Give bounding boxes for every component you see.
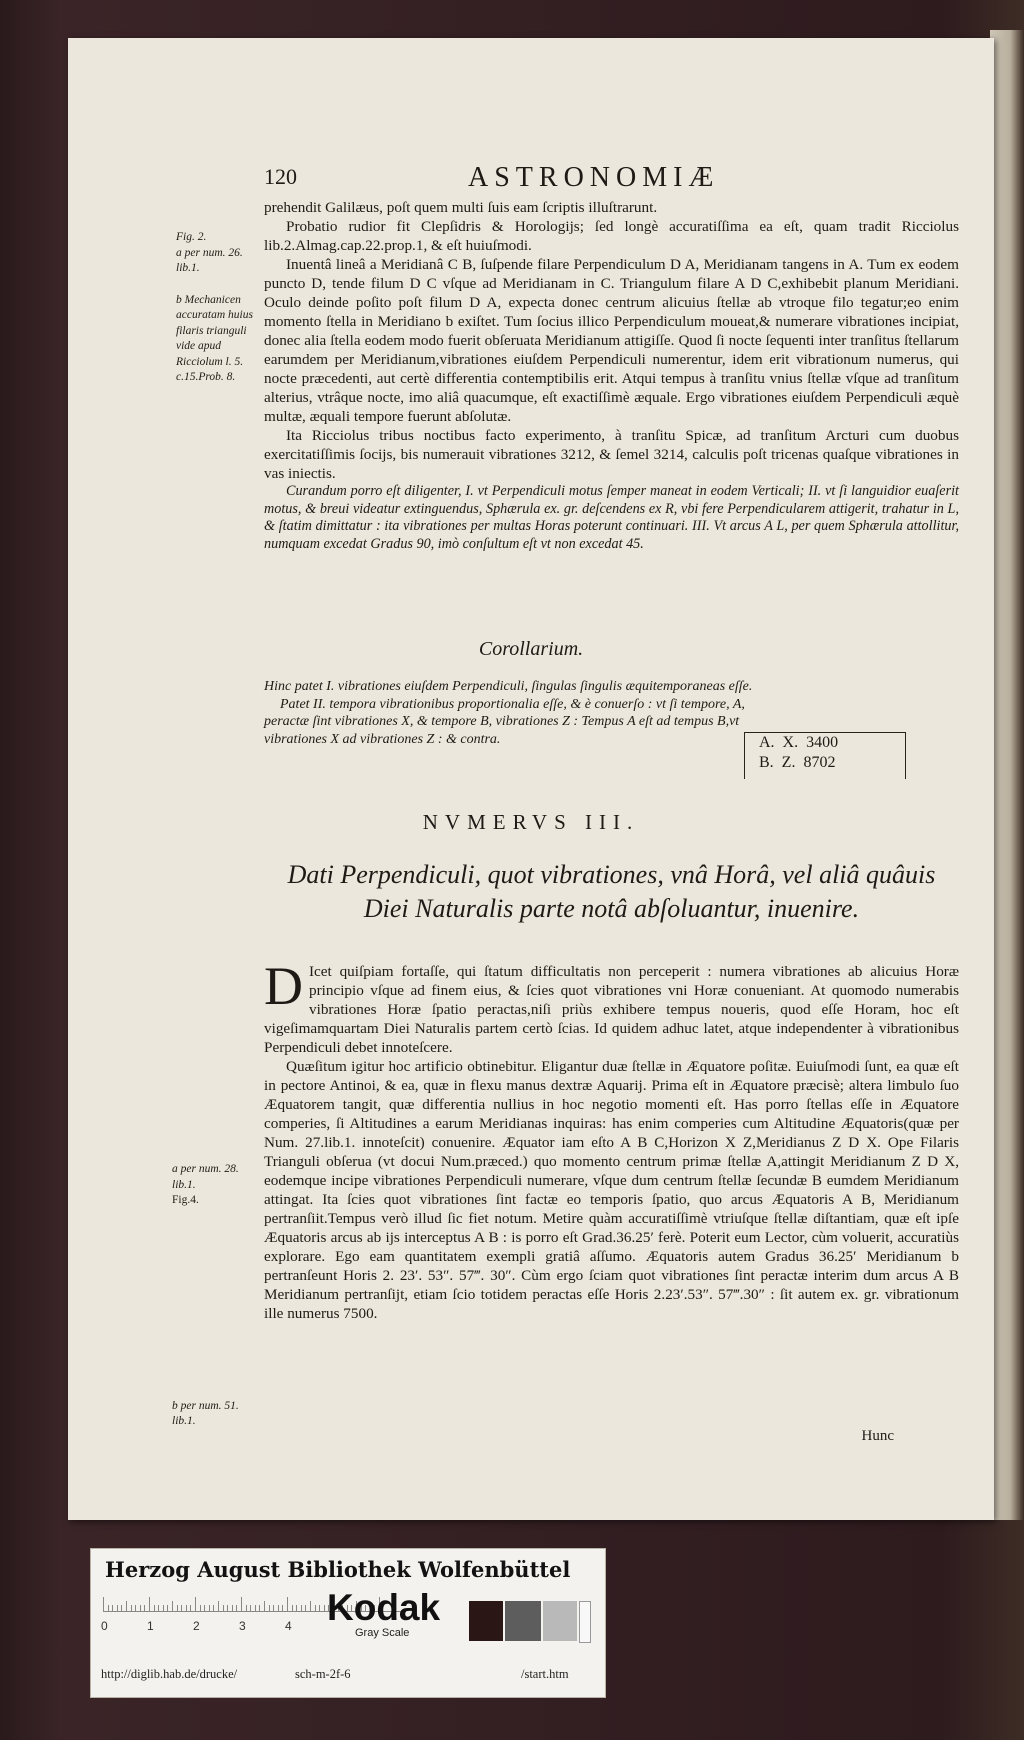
corollary-text: [264, 678, 784, 748]
paragraph: prehendit Galilæus, poſt quem multi ſuis eam ſcriptis illuſtrarunt.: [264, 199, 658, 216]
ruler-tick: [190, 1605, 191, 1611]
proportion-row: A. X. 3400: [759, 734, 839, 751]
ruler-tick: [250, 1605, 251, 1611]
paragraph-text: Icet quiſpiam fortaſſe, qui ſtatum difficultatis non perceperit : numera vibrationes ab alicuius Horæ principio vſque ad finem eius, & ſcies quot vibrationes vni Horæ conueniant. At quomodo numerabis vibrationes Horæ ſpatio peractas,niſi priùs exhibere tempus noueris, quod eſſe Horam, hoc eſt vigeſimamquartam Diei Naturalis partem certò ſcias. Id quidem adhuc latet, atque independenter à vibrationibus Perpendiculi debet innoteſcere.: [264, 963, 959, 1056]
gray-swatch: [505, 1601, 541, 1641]
margin-notes-top: [176, 230, 254, 386]
problem-title: Dati Perpendiculi, quot vibrationes, vnâ Horâ, vel aliâ quâuis Diei Naturalis parte notâ abſoluantur, inuenire.: [287, 860, 936, 923]
ruler-tick: [269, 1605, 270, 1611]
paragraph: Inuentâ lineâ a Meridianâ C B, ſuſpende filare Perpendiculum D A, Meridianam tangens in A. Tum ex eodem puncto D, tende filum D C vſque ad Meridianam in C. Triangulum filare A D C,exhibebit planum Meridiani. Oculo deinde poſito poſt filum D A, expecta donec centrum alicuius ſtellæ ab vtroque filo tegatur;eo enim momento ſtella in Meridiano b exiſtet. Tum ſocius illico Perpendiculum moueat,& numerare vibrationes incipiat, donec alia ſtella eodem modo fuerit obſeruata Meridianum attigiſſe. Quod ſi nocte ſequenti inter tranſitus ſtellarum earumdem per Meridianum,vibrationes eiuſdem Perpendiculi numerentur, idem erit vibrationum numerus, qui nocte præcedenti, aut certè differentia contemptibilis erit. Atqui tempus à tranſitu vnius ſtellæ vſque ad tranſitum alterius, vtrâque nocte, imo aliâ quacumque, eſt exactiſſimè æquale. Ergo vibrationes eiuſdem Perpendiculi æquè multæ, æquali tempore fuerunt abſolutæ.: [264, 256, 959, 425]
ruler-tick: [246, 1605, 247, 1611]
ruler-tick: [112, 1605, 113, 1611]
ruler-tick: [315, 1605, 316, 1611]
ruler-tick: [135, 1605, 136, 1611]
ruler-label: 2: [193, 1619, 200, 1633]
ruler-tick: [149, 1597, 150, 1611]
margin-note: Fig.4.: [172, 1194, 199, 1206]
paragraph: Ita Ricciolus tribus noctibus facto experimento, à tranſitu Spicæ, ad tranſitum Arcturi cum duobus exercitatiſſimis ſocijs, bis numerauit vibrationes 3212, & ſemel 3214, calculis poſt tricenas quaſque vibrationes in vas iniectis.: [264, 427, 959, 482]
ruler-tick: [154, 1605, 155, 1611]
ruler-tick: [103, 1597, 104, 1611]
margin-note: a per num. 28. lib.1.: [172, 1163, 239, 1191]
body-text: [264, 956, 959, 1323]
ruler-tick: [287, 1597, 288, 1611]
ruler-tick: [232, 1605, 233, 1611]
page-edge: [990, 30, 1024, 1520]
ruler-tick: [259, 1605, 260, 1611]
ruler-tick: [324, 1605, 325, 1611]
paragraph: Curandum porro eſt diligenter, I. vt Perpendiculi motus ſemper maneat in eodem Verticali; II. vt ſi languidior euaſerit motus, & breui videatur extinguendus, Sphærula ex. gr. deſcendens ex R, vbi fere Perpendicularem attigerit, trahatur in L, & ſtatim dimittatur : ita vibrationes per multas Horas poterunt continuari. III. Vt arcus A L, per quem Sphærula attollitur, numquam excedat Gradus 90, imò conſultum eſt vt non excedat 45.: [264, 483, 959, 552]
ruler-tick: [209, 1605, 210, 1611]
margin-notes-bottom: [172, 1162, 250, 1430]
paragraph: [264, 956, 959, 1057]
ruler-tick: [186, 1605, 187, 1611]
section-heading: NVMERVS III.: [422, 810, 640, 834]
running-title: ASTRONOMIÆ: [468, 162, 720, 193]
ruler-tick: [296, 1605, 297, 1611]
ruler-label: 0: [101, 1619, 108, 1633]
margin-note: b per num. 51. lib.1.: [172, 1399, 239, 1427]
ruler-tick: [144, 1605, 145, 1611]
top-text: [264, 198, 959, 553]
gray-scale-label: Gray Scale: [355, 1627, 410, 1639]
ruler-tick: [310, 1601, 311, 1611]
ruler-tick: [236, 1605, 237, 1611]
page-number: 120: [264, 164, 297, 189]
ruler-label: 3: [239, 1619, 246, 1633]
margin-note: b Mechanicen accuratam huius filaris trianguli vide apud Ricciolum l. 5. c.15.Prob. 8.: [176, 293, 253, 383]
ruler-label: 1: [147, 1619, 154, 1633]
book-page: [68, 38, 994, 1520]
library-color-card: [90, 1548, 606, 1698]
gray-swatch: [543, 1601, 577, 1641]
gray-swatch: [579, 1601, 591, 1643]
start-link: /start.htm: [521, 1667, 569, 1681]
margin-note: a per num. 26. lib.1.: [176, 246, 243, 274]
corollary-line: Hinc patet I. vibrationes eiuſdem Perpendiculi, ſingulas ſingulis æquitemporaneas eſſe.: [264, 679, 753, 694]
ruler-tick: [255, 1605, 256, 1611]
margin-note: Fig. 2.: [176, 231, 207, 243]
ruler-tick: [131, 1605, 132, 1611]
ruler-tick: [126, 1601, 127, 1611]
ruler-tick: [241, 1597, 242, 1611]
ruler-tick: [282, 1605, 283, 1611]
ruler-tick: [301, 1605, 302, 1611]
ruler-tick: [200, 1605, 201, 1611]
shelfmark: sch-m-2f-6: [295, 1667, 351, 1681]
ruler-tick: [292, 1605, 293, 1611]
ruler-tick: [305, 1605, 306, 1611]
ruler-tick: [140, 1605, 141, 1611]
ruler-tick: [195, 1597, 196, 1611]
ruler-tick: [121, 1605, 122, 1611]
ruler-label: 4: [285, 1619, 292, 1633]
kodak-logo: Kodak: [327, 1587, 441, 1628]
ruler-tick: [117, 1605, 118, 1611]
corollary-line: Patet II. tempora vibrationibus proportionalia eſſe, & è conuerſo : vt ſi tempore, A, peractæ ſint vibrationes X, & tempore B, vibrationes Z : Tempus A eſt ad tempus B,vt vibrationes X ad vibrationes Z : & contra.: [264, 696, 745, 747]
ruler-tick: [177, 1605, 178, 1611]
catchword: Hunc: [861, 1428, 894, 1444]
gray-swatch: [469, 1601, 503, 1641]
ruler-tick: [172, 1601, 173, 1611]
library-url: http://diglib.hab.de/drucke/: [101, 1667, 238, 1681]
ruler-tick: [278, 1605, 279, 1611]
ruler-tick: [108, 1605, 109, 1611]
drop-cap: D: [264, 956, 303, 1016]
library-name: Herzog August Bibliothek Wolfenbüttel: [105, 1557, 571, 1582]
ruler-tick: [213, 1605, 214, 1611]
ruler-tick: [227, 1605, 228, 1611]
proportion-row: B. Z. 8702: [759, 754, 836, 771]
paragraph: Probatio rudior fit Clepſidris & Horologijs; ſed longè accuratiſſima ea eſt, quam tradit Ricciolus lib.2.Almag.cap.22.prop.1, & eſt huiuſmodi.: [264, 218, 959, 254]
proportion-box: [744, 732, 906, 779]
ruler-tick: [319, 1605, 320, 1611]
paragraph: Quæſitum igitur hoc artificio obtinebitur. Eligantur duæ ſtellæ in Æquatore poſitæ. Euiuſmodi ſunt, ea quæ eſt in pectore Antinoi, & ea, quæ in flexu manus dextræ Aquarij. Prima eſt in Æquatore præcisè; altera limbulo ſuo Æquatorem tangit, quæ differentia nullius in hoc negotio momenti eſt. Has porro ſtellas eſſe in Æquatore comperies, ſi Altitudines a earum Meridianas inquiras: has enim comperies cum Altitudine Æquatoris(quæ per Num. 27.lib.1. innoteſcit) conuenire. Æquator iam eſto A B C,Horizon X Z,Meridianus Z D X. Ope Filaris Trianguli obſerua (vt docui Num.præced.) quo momento centrum primæ ſtellæ A,attingit Meridianum Z D X, eodemque incipe vibrationes Perpendiculi numerare, vſque dum centrum ſtellæ ſecundæ B eumdem Meridianum attingat. Ita ſcies quot vibrationes ſint factæ eo temporis ſpatio, quo arcus Æquatoris A B, Meridianum pertranſiit.Tempus verò illud ſic fiet notum. Metire quàm accuratiſſimè vtriuſque ſtellæ diſtantiam, quæ eſt ipſe Æquatoris arcus ab ijs interceptus A B : is porro eſt Grad.36.25′ ferè. Poterit eum Lector, cùm voluerit, accuratiùs explorare. Ego eam quantitatem exempli gratiâ aſſumo. Æquatoris autem Gradus 36.25′ Meridianum b pertranſeunt Horis 2. 23′. 53″. 57‴. 30″. Cùm ergo ſciam quot vibrationes ſint peractæ interim dum arcus A B Meridianum pertranſijt, etiam ſcio totidem peractas eſſe Horis 2.23′.53″. 57‴.30″ : ſit autem ex. gr. vibrationum ille numerus 7500.: [264, 1058, 959, 1322]
ruler-tick: [163, 1605, 164, 1611]
ruler-tick: [167, 1605, 168, 1611]
ruler-tick: [181, 1605, 182, 1611]
ruler-tick: [158, 1605, 159, 1611]
ruler-tick: [264, 1601, 265, 1611]
corollary-title: Corollarium.: [478, 638, 584, 660]
ruler-tick: [218, 1601, 219, 1611]
page-header: [68, 134, 994, 193]
ruler-tick: [273, 1605, 274, 1611]
ruler-tick: [204, 1605, 205, 1611]
ruler-tick: [223, 1605, 224, 1611]
